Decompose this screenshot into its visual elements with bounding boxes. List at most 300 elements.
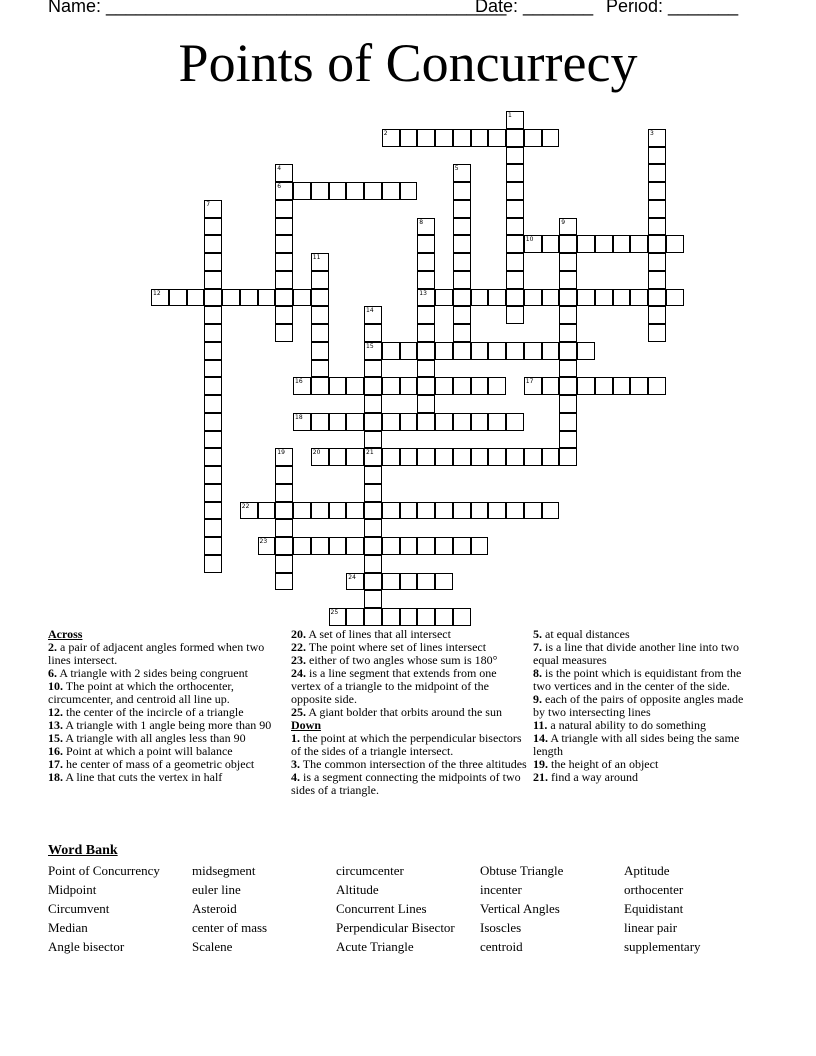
crossword-cell[interactable] [648,129,666,147]
clue-item [291,732,527,758]
crossword-cell[interactable] [506,271,524,289]
crossword-cell[interactable] [666,289,684,307]
crossword-cell[interactable] [364,431,382,449]
crossword-cell[interactable] [346,608,364,626]
crossword-cell[interactable] [204,413,222,431]
clue-number: 13. [48,718,63,732]
crossword-cell[interactable] [364,608,382,626]
crossword-cell[interactable] [506,111,524,129]
crossword-cell[interactable] [346,537,364,555]
crossword-cell[interactable] [204,342,222,360]
crossword-cell[interactable] [275,271,293,289]
crossword-cell[interactable] [417,360,435,378]
clue-number: 24 [348,573,356,581]
crossword-cell[interactable] [204,218,222,236]
crossword-cell[interactable] [630,377,648,395]
crossword-cell[interactable] [453,502,471,520]
crossword-cell[interactable] [648,271,666,289]
crossword-cell[interactable] [471,537,489,555]
crossword-cell[interactable] [275,555,293,573]
crossword-cell[interactable] [311,182,329,200]
crossword-cell[interactable] [204,555,222,573]
clue-text: each of the pairs of opposite angles made by two intersecting lines [533,692,744,719]
crossword-cell[interactable] [488,289,506,307]
crossword-cell[interactable] [258,537,276,555]
crossword-cell[interactable] [204,324,222,342]
crossword-cell[interactable] [435,608,453,626]
word-bank-entry: midsegment [192,863,256,878]
crossword-cell[interactable] [311,502,329,520]
crossword-cell[interactable] [506,129,524,147]
crossword-cell[interactable] [204,360,222,378]
crossword-cell[interactable] [471,289,489,307]
crossword-cell[interactable] [329,502,347,520]
clue-number: 16. [48,744,63,758]
crossword-cell[interactable] [417,377,435,395]
crossword-cell[interactable] [400,573,418,591]
crossword-cell[interactable] [346,502,364,520]
clue-number: 1. [291,731,300,745]
crossword-cell[interactable] [559,342,577,360]
crossword-cell[interactable] [506,235,524,253]
crossword-cell[interactable] [506,502,524,520]
crossword-cell[interactable] [417,253,435,271]
crossword-cell[interactable] [400,342,418,360]
crossword-cell[interactable] [577,342,595,360]
crossword-cell[interactable] [417,306,435,324]
crossword-cell[interactable] [542,448,560,466]
crossword-cell[interactable] [506,289,524,307]
crossword-cell[interactable] [595,235,613,253]
crossword-cell[interactable] [311,271,329,289]
crossword-cell[interactable] [382,129,400,147]
crossword-cell[interactable] [506,342,524,360]
crossword-cell[interactable] [417,289,435,307]
word-bank-entry: Perpendicular Bisector [336,920,455,935]
crossword-cell[interactable] [417,537,435,555]
crossword-cell[interactable] [453,324,471,342]
crossword-cell[interactable] [648,182,666,200]
clue-number: 1 [508,112,512,119]
crossword-cell[interactable] [488,377,506,395]
crossword-cell[interactable] [275,573,293,591]
crossword-cell[interactable] [435,289,453,307]
crossword-cell[interactable] [417,608,435,626]
crossword-cell[interactable] [400,502,418,520]
crossword-cell[interactable] [613,235,631,253]
crossword-cell[interactable] [595,377,613,395]
crossword-cell[interactable] [311,448,329,466]
crossword-cell[interactable] [453,182,471,200]
crossword-cell[interactable] [488,448,506,466]
clue-number: 10 [525,236,534,244]
crossword-cell[interactable] [329,377,347,395]
crossword-cell[interactable] [364,306,382,324]
clue-text: is a line segment that extends from one vertex of a triangle to the midpoint of the opposite side. [291,666,497,706]
crossword-cell[interactable] [435,413,453,431]
clue-text: at equal distances [542,627,630,641]
crossword-cell[interactable] [559,360,577,378]
crossword-cell[interactable] [329,182,347,200]
name-field[interactable]: Name: ________________________________________ [48,0,507,16]
crossword-cell[interactable] [204,466,222,484]
crossword-cell[interactable] [524,377,542,395]
clue-text: A set of lines that all intersect [306,627,451,641]
crossword-cell[interactable] [311,413,329,431]
crossword-cell[interactable] [613,289,631,307]
clue-item [533,641,758,667]
crossword-cell[interactable] [435,502,453,520]
crossword-cell[interactable] [559,324,577,342]
crossword-cell[interactable] [577,289,595,307]
crossword-cell[interactable] [275,519,293,537]
word-bank-entry: circumcenter [336,863,404,878]
crossword-cell[interactable] [364,377,382,395]
crossword-cell[interactable] [471,129,489,147]
crossword-cell[interactable] [453,413,471,431]
crossword-cell[interactable] [311,306,329,324]
crossword-cell[interactable] [311,253,329,271]
crossword-cell[interactable] [453,218,471,236]
crossword-cell[interactable] [151,289,169,307]
crossword-cell[interactable] [417,271,435,289]
crossword-cell[interactable] [364,342,382,360]
crossword-cell[interactable] [204,448,222,466]
crossword-cell[interactable] [364,590,382,608]
crossword-cell[interactable] [453,306,471,324]
word-bank-column [48,861,192,956]
crossword-cell[interactable] [542,289,560,307]
crossword-cell[interactable] [435,342,453,360]
crossword-cell[interactable] [648,289,666,307]
crossword-cell[interactable] [542,342,560,360]
crossword-cell[interactable] [364,395,382,413]
crossword-cell[interactable] [311,360,329,378]
crossword-cell[interactable] [524,448,542,466]
crossword-cell[interactable] [346,377,364,395]
date-field[interactable]: Date: _______ [475,0,594,16]
clue-number: 10. [48,679,63,693]
crossword-cell[interactable] [542,377,560,395]
crossword-cell[interactable] [453,200,471,218]
crossword-cell[interactable] [595,289,613,307]
crossword-cell[interactable] [471,377,489,395]
crossword-cell[interactable] [204,377,222,395]
crossword-cell[interactable] [204,502,222,520]
clue-number: 2. [48,640,57,654]
crossword-cell[interactable] [453,164,471,182]
crossword-cell[interactable] [453,342,471,360]
clue-text: either of two angles whose sum is 180° [306,653,498,667]
crossword-cell[interactable] [364,573,382,591]
crossword-cell[interactable] [488,342,506,360]
period-field[interactable]: Period: _______ [606,0,739,16]
crossword-cell[interactable] [311,537,329,555]
crossword-cell[interactable] [346,573,364,591]
crossword-cell[interactable] [559,395,577,413]
crossword-cell[interactable] [382,608,400,626]
word-bank-entry: Equidistant [624,901,684,916]
crossword-cell[interactable] [382,342,400,360]
clue-number: 22 [241,502,250,510]
crossword-cell[interactable] [559,448,577,466]
crossword-cell[interactable] [258,502,276,520]
crossword-cell[interactable] [275,502,293,520]
crossword-cell[interactable] [364,537,382,555]
word-bank-entry: orthocenter [624,882,684,897]
crossword-cell[interactable] [204,235,222,253]
crossword-cell[interactable] [417,395,435,413]
crossword-cell[interactable] [506,164,524,182]
crossword-cell[interactable] [559,377,577,395]
crossword-cell[interactable] [435,573,453,591]
crossword-cell[interactable] [666,235,684,253]
word-bank-entry: center of mass [192,920,268,935]
crossword-cell[interactable] [453,235,471,253]
crossword-cell[interactable] [204,484,222,502]
clue-text: find a way around [548,770,638,784]
crossword-cell[interactable] [364,519,382,537]
crossword-cell[interactable] [382,573,400,591]
crossword-cell[interactable] [559,271,577,289]
crossword-cell[interactable] [364,502,382,520]
crossword-cell[interactable] [364,413,382,431]
crossword-cell[interactable] [417,342,435,360]
crossword-cell[interactable] [275,289,293,307]
crossword-cell[interactable] [648,306,666,324]
crossword-cell[interactable] [382,413,400,431]
crossword-cell[interactable] [364,484,382,502]
crossword-cell[interactable] [577,377,595,395]
crossword-cell[interactable] [453,537,471,555]
crossword-cell[interactable] [417,129,435,147]
crossword-cell[interactable] [417,413,435,431]
crossword-cell[interactable] [364,555,382,573]
crossword-cell[interactable] [524,342,542,360]
crossword-cell[interactable] [417,218,435,236]
crossword-cell[interactable] [400,448,418,466]
crossword-cell[interactable] [559,413,577,431]
crossword-cell[interactable] [630,235,648,253]
clue-number: 15. [48,731,63,745]
crossword-cell[interactable] [506,413,524,431]
crossword-cell[interactable] [346,182,364,200]
crossword-cell[interactable] [648,235,666,253]
crossword-cell[interactable] [275,306,293,324]
crossword-cell[interactable] [417,324,435,342]
crossword-cell[interactable] [204,519,222,537]
crossword-cell[interactable] [417,502,435,520]
crossword-cell[interactable] [204,537,222,555]
crossword-cell[interactable] [559,431,577,449]
crossword-cell[interactable] [417,573,435,591]
crossword-cell[interactable] [542,235,560,253]
word-bank-entry: Altitude [336,882,379,897]
crossword-cell[interactable] [506,200,524,218]
crossword-cell[interactable] [311,324,329,342]
crossword-cell[interactable] [275,484,293,502]
crossword-cell[interactable] [275,218,293,236]
crossword-cell[interactable] [630,289,648,307]
crossword-cell[interactable] [453,129,471,147]
crossword-cell[interactable] [258,289,276,307]
crossword-cell[interactable] [329,448,347,466]
crossword-cell[interactable] [524,502,542,520]
crossword-cell[interactable] [275,466,293,484]
crossword-cell[interactable] [329,413,347,431]
clue-item [291,706,527,719]
crossword-cell[interactable] [648,147,666,165]
crossword-cell[interactable] [293,502,311,520]
crossword-cell[interactable] [169,289,187,307]
crossword-cell[interactable] [311,342,329,360]
crossword-cell[interactable] [506,182,524,200]
crossword-cell[interactable] [364,182,382,200]
crossword-cell[interactable] [364,360,382,378]
crossword-cell[interactable] [506,253,524,271]
crossword-cell[interactable] [506,306,524,324]
word-bank-entry: Median [48,920,88,935]
crossword-cell[interactable] [577,235,595,253]
crossword-cell[interactable] [506,448,524,466]
crossword-cell[interactable] [488,413,506,431]
clue-number: 8 [419,218,424,226]
crossword-cell[interactable] [648,218,666,236]
crossword-cell[interactable] [613,377,631,395]
crossword-cell[interactable] [400,413,418,431]
crossword-cell[interactable] [240,289,258,307]
down-heading: Down [291,718,322,732]
crossword-cell[interactable] [204,395,222,413]
crossword-cell[interactable] [648,253,666,271]
crossword-cell[interactable] [435,129,453,147]
crossword-cell[interactable] [453,271,471,289]
crossword-cell[interactable] [293,182,311,200]
crossword-cell[interactable] [382,537,400,555]
crossword-cell[interactable] [542,129,560,147]
crossword-cell[interactable] [417,448,435,466]
crossword-cell[interactable] [559,253,577,271]
crossword-cell[interactable] [453,253,471,271]
crossword-cell[interactable] [293,413,311,431]
crossword-cell[interactable] [400,129,418,147]
crossword-cell[interactable] [275,448,293,466]
clue-number: 24. [291,666,306,680]
clue-text: The point at which the orthocenter, circumcenter, and centroid all line up. [48,679,234,706]
crossword-cell[interactable] [471,448,489,466]
clue-number: 16 [295,378,303,386]
crossword-cell[interactable] [506,218,524,236]
crossword-cell[interactable] [453,377,471,395]
clue-item [533,732,758,758]
crossword-cell[interactable] [364,324,382,342]
clue-text: is a line that divide another line into two equal measures [533,640,739,667]
crossword-cell[interactable] [329,608,347,626]
crossword-cell[interactable] [400,182,418,200]
crossword-cell[interactable] [400,377,418,395]
crossword-cell[interactable] [524,289,542,307]
crossword-cell[interactable] [204,306,222,324]
crossword-cell[interactable] [275,253,293,271]
clue-item [533,771,758,784]
crossword-cell[interactable] [275,537,293,555]
crossword-cell[interactable] [435,377,453,395]
crossword-cell[interactable] [204,289,222,307]
crossword-cell[interactable] [524,129,542,147]
crossword-cell[interactable] [524,235,542,253]
crossword-cell[interactable] [346,448,364,466]
clue-number: 14. [533,731,548,745]
crossword-cell[interactable] [275,182,293,200]
clue-text: A triangle with all sides being the same length [533,731,740,758]
crossword-cell[interactable] [382,502,400,520]
crossword-cell[interactable] [506,147,524,165]
crossword-cell[interactable] [400,608,418,626]
crossword-cell[interactable] [559,235,577,253]
crossword-cell[interactable] [204,431,222,449]
crossword-cell[interactable] [275,164,293,182]
crossword-cell[interactable] [648,200,666,218]
crossword-cell[interactable] [648,164,666,182]
crossword-cell[interactable] [240,502,258,520]
crossword-cell[interactable] [648,377,666,395]
crossword-cell[interactable] [648,324,666,342]
crossword-cell[interactable] [346,413,364,431]
crossword-cell[interactable] [364,466,382,484]
clue-item [533,667,758,693]
crossword-cell[interactable] [293,377,311,395]
crossword-cell[interactable] [382,377,400,395]
crossword-cell[interactable] [488,129,506,147]
crossword-cell[interactable] [204,200,222,218]
crossword-cell[interactable] [559,306,577,324]
crossword-cell[interactable] [471,502,489,520]
crossword-cell[interactable] [275,200,293,218]
crossword-cell[interactable] [471,342,489,360]
crossword-cell[interactable] [559,218,577,236]
clue-text: the center of the incircle of a triangle [63,705,244,719]
crossword-cell[interactable] [364,448,382,466]
crossword-cell[interactable] [453,448,471,466]
crossword-cell[interactable] [204,271,222,289]
crossword-cell[interactable] [471,413,489,431]
crossword-cell[interactable] [222,289,240,307]
crossword-cell[interactable] [435,537,453,555]
crossword-cell[interactable] [293,537,311,555]
crossword-cell[interactable] [275,235,293,253]
crossword-cell[interactable] [275,324,293,342]
crossword-cell[interactable] [293,289,311,307]
crossword-cell[interactable] [453,289,471,307]
crossword-cell[interactable] [311,377,329,395]
word-bank-entry: euler line [192,882,241,897]
crossword-cell[interactable] [329,537,347,555]
clue-item [291,667,527,706]
crossword-cell[interactable] [542,502,560,520]
crossword-cell[interactable] [382,182,400,200]
crossword-cell[interactable] [435,448,453,466]
crossword-cell[interactable] [417,235,435,253]
crossword-cell[interactable] [187,289,205,307]
crossword-cell[interactable] [453,608,471,626]
crossword-cell[interactable] [204,253,222,271]
crossword-cell[interactable] [382,448,400,466]
word-bank-entry: Scalene [192,939,233,954]
crossword-cell[interactable] [559,289,577,307]
crossword-cell[interactable] [400,537,418,555]
crossword-cell[interactable] [311,289,329,307]
crossword-cell[interactable] [488,502,506,520]
